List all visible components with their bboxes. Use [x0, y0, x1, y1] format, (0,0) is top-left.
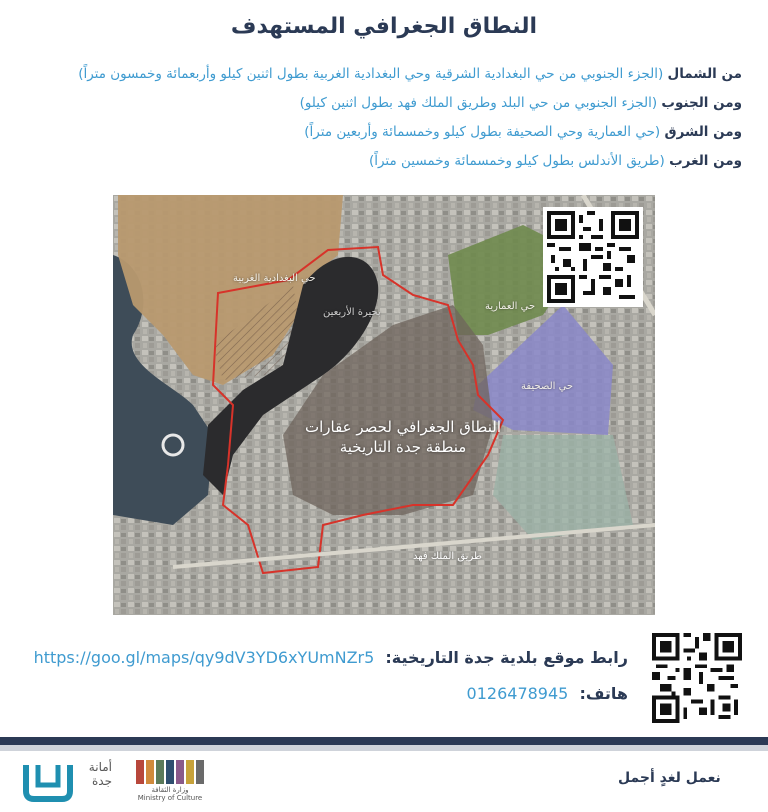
moc-arabic: وزارة الثقافة	[151, 786, 189, 794]
boundary-west	[26, 147, 742, 176]
phone-row	[467, 682, 628, 706]
map-label-road: طريق الملك فهد	[413, 551, 482, 562]
boundary-value: (طريق الأندلس بطول كيلو وخمسمائة وخمسين متراً)	[368, 153, 665, 169]
map-qr-code[interactable]	[543, 207, 643, 307]
page-title: النطاق الجغرافي المستهدف	[230, 14, 538, 39]
phone-label: هاتف:	[579, 684, 628, 703]
boundary-value: (الجزء الجنوبي من حي البلد وطريق الملك فهد بطول اثنين كيلو)	[299, 95, 658, 111]
boundary-value: (حي العمارية وحي الصحيفة بطول كيلو وخمسمائة وأربعين متراً)	[304, 124, 661, 140]
boundary-south	[26, 89, 742, 118]
bottom-qr-code[interactable]	[652, 633, 742, 723]
amana-line-1: أمانة	[88, 760, 112, 774]
footer-slogan: نعمل لغدٍ أجمل	[618, 770, 721, 786]
boundary-label: ومن الغرب	[669, 153, 742, 169]
qr-icon	[547, 211, 639, 303]
website-link-label: رابط موقع بلدية جدة التاريخية:	[385, 648, 628, 667]
map-label-lake: بحيرة الأربعين	[323, 307, 381, 318]
footer-divider-light	[0, 745, 768, 751]
boundary-label: ومن الشرق	[664, 124, 742, 140]
boundaries-list	[26, 60, 742, 176]
map-center-line-1: النطاق الجغرافي لحصر عقارات	[304, 418, 502, 436]
map-center-line-2: منطقة جدة التاريخية	[339, 438, 467, 456]
map-label-baghdadia: حي البغدادية الغربية	[233, 273, 316, 284]
website-link[interactable]: https://goo.gl/maps/qy9dV3YD6xYUmNZr5	[33, 648, 375, 667]
map-label-sahifa: حي الصحيفة	[521, 381, 574, 392]
boundary-east	[26, 118, 742, 147]
phone-number[interactable]: 0126478945	[466, 684, 569, 703]
boundary-north	[26, 60, 742, 89]
boundary-label: ومن الجنوب	[661, 95, 742, 111]
qr-icon	[652, 633, 742, 723]
map-label-amaria: حي العمارية	[485, 301, 536, 312]
jeddah-municipality-text	[74, 760, 112, 788]
area-map	[113, 195, 655, 615]
boundary-label: من الشمال	[667, 66, 742, 82]
amana-line-2: جدة	[91, 774, 112, 788]
moc-english: Ministry of Culture	[137, 794, 203, 802]
ministry-of-culture-text	[130, 786, 210, 802]
footer-divider-dark	[0, 737, 768, 745]
website-link-row	[34, 646, 628, 670]
map-center-label	[283, 417, 523, 457]
boundary-value: (الجزء الجنوبي من حي البغدادية الشرقية وحي البغدادية الغربية بطول اثنين كيلو وأربعمائة وخمسون متراً)	[78, 66, 664, 82]
